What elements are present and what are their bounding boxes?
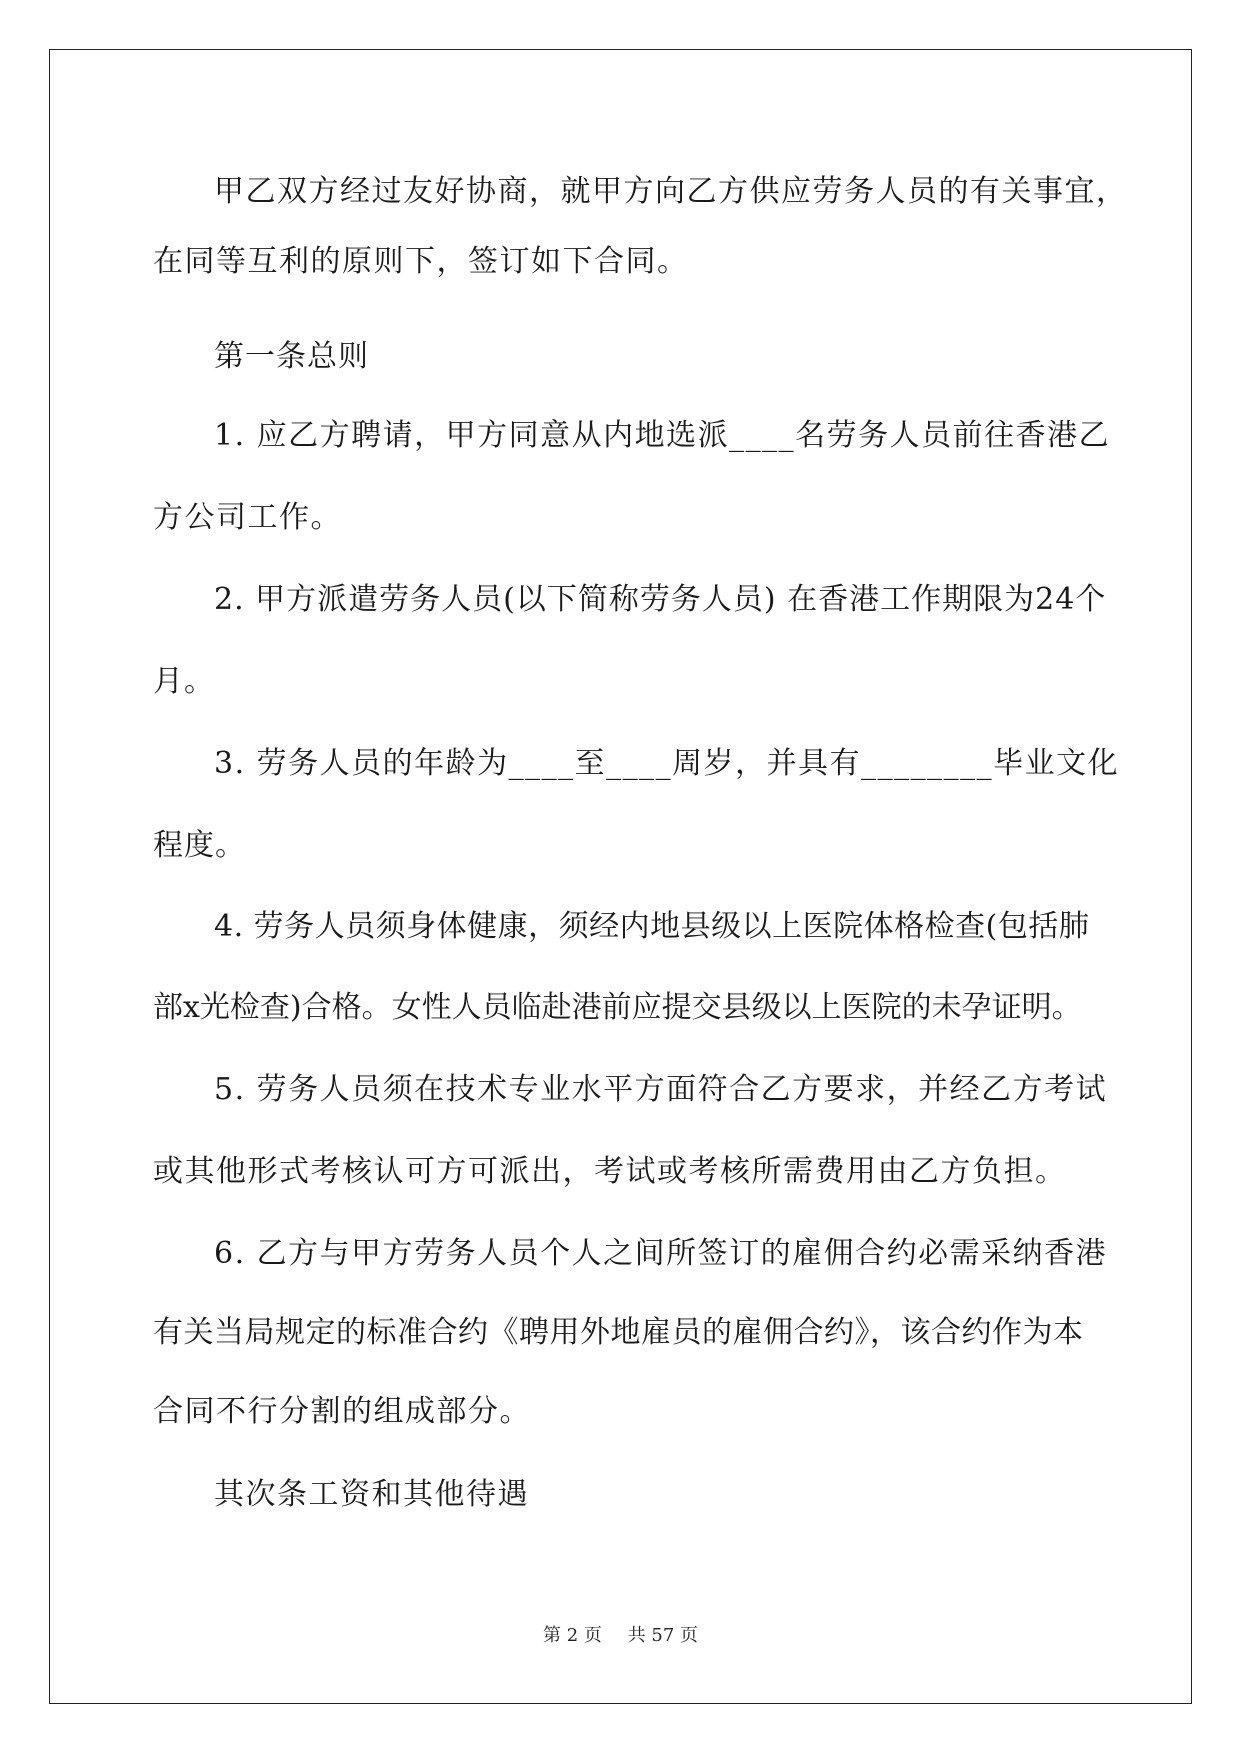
clause-6-line-2: 有关当局规定的标准合约《聘用外地雇员的雇佣合约》，该合约作为本 bbox=[153, 1315, 1084, 1350]
clause-6-line-1: 6. 乙方与甲方劳务人员个人之间所签订的雇佣合约必需采纳香港 bbox=[214, 1236, 1108, 1271]
clause-1-line-2: 方公司工作。 bbox=[153, 500, 342, 535]
clause-3-line-1: 3. 劳务人员的年龄为____至____周岁，并具有________毕业文化 bbox=[214, 746, 1120, 781]
clause-1-line-1: 1. 应乙方聘请，甲方同意从内地选派____名劳务人员前往香港乙 bbox=[214, 418, 1111, 453]
clause-5-line-1: 5. 劳务人员须在技术专业水平方面符合乙方要求，并经乙方考试 bbox=[214, 1072, 1108, 1107]
paragraph-intro-line-1: 甲乙双方经过友好协商，就甲方向乙方供应劳务人员的有关事宜， bbox=[214, 174, 1128, 209]
clause-4-line-2: 部x光检查)合格。女性人员临赴港前应提交县级以上医院的未孕证明。 bbox=[153, 990, 1082, 1025]
clause-2-line-1: 2. 甲方派遣劳务人员(以下简称劳务人员) 在香港工作期限为24个 bbox=[214, 582, 1107, 617]
section-heading-wages: 其次条工资和其他待遇 bbox=[214, 1477, 529, 1512]
section-heading-general: 第一条总则 bbox=[214, 339, 369, 374]
page-border bbox=[49, 49, 1192, 1704]
page-total: 共 57 页 bbox=[627, 1625, 698, 1646]
clause-4-line-1: 4. 劳务人员须身体健康，须经内地县级以上医院体格检查(包括肺 bbox=[214, 909, 1090, 944]
page-footer bbox=[0, 1624, 1241, 1648]
clause-3-line-2: 程度。 bbox=[153, 828, 246, 863]
paragraph-intro-line-2: 在同等互利的原则下，签订如下合同。 bbox=[153, 244, 689, 279]
clause-5-line-2: 或其他形式考核认可方可派出，考试或考核所需费用由乙方负担。 bbox=[153, 1154, 1067, 1189]
clause-6-line-3: 合同不行分割的组成部分。 bbox=[153, 1394, 531, 1429]
page-number: 第 2 页 bbox=[543, 1625, 602, 1646]
clause-2-line-2: 月。 bbox=[153, 664, 215, 699]
